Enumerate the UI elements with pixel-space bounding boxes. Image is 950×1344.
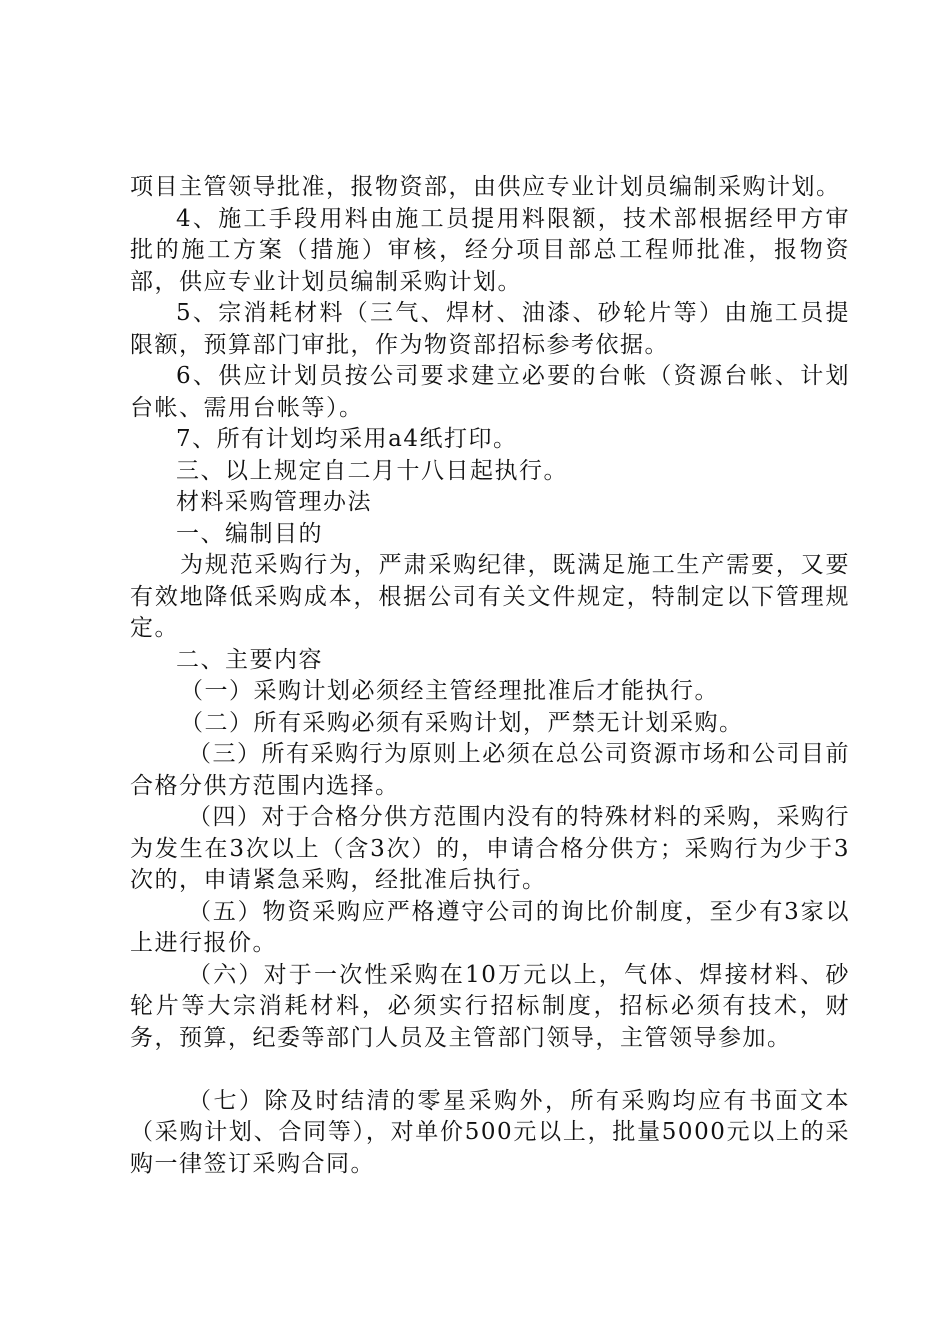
paragraph-clause-4: （四）对于合格分供方范围内没有的特殊材料的采购，采购行为发生在3次以上（含3次）的，申请合格分供方；采购行为少于3次的，申请紧急采购，经批准后执行。: [130, 804, 850, 893]
section-heading-2: 二、主要内容: [176, 646, 323, 673]
paragraph-clause-1: （一）采购计划必须经主管经理批准后才能执行。: [180, 678, 719, 704]
paragraph-spacer: [130, 1054, 850, 1086]
paragraph-clause-6: （六）对于一次性采购在10万元以上，气体、焊接材料、砂轮片等大宗消耗材料，必须实行招标制度，招标必须有技术，财务，预算，纪委等部门人员及主管部门领导，主管领导参加。: [130, 961, 850, 1051]
paragraph-purpose: 为规范采购行为，严肃采购纪律，既满足施工生产需要，又要有效地降低采购成本，根据公司有关文件规定，特制定以下管理规定。: [130, 552, 850, 641]
paragraph-continuation: 项目主管领导批准，报物资部，由供应专业计划员编制采购计划。: [130, 174, 841, 200]
paragraph-clause-2: （二）所有采购必须有采购计划，严禁无计划采购。: [180, 709, 744, 736]
paragraph-item-7: 7、所有计划均采用a4纸打印。: [176, 426, 518, 452]
document-body: [130, 172, 850, 1180]
paragraph-clause-7: （七）除及时结清的零星采购外，所有采购均应有书面文本（采购计划、合同等），对单价500元以上，批量5000元以上的采购一律签订采购合同。: [130, 1087, 850, 1177]
paragraph-section-3: 三、以上规定自二月十八日起执行。: [176, 457, 568, 484]
document-heading: 材料采购管理办法: [176, 489, 372, 515]
paragraph-item-4: 4、施工手段用料由施工员提用料限额，技术部根据经甲方审批的施工方案（措施）审核，经分项目部总工程师批准，报物资部，供应专业计划员编制采购计划。: [130, 205, 850, 295]
paragraph-clause-5: （五）物资采购应严格遵守公司的询比价制度，至少有3家以上进行报价。: [130, 898, 850, 956]
paragraph-item-6: 6、供应计划员按公司要求建立必要的台帐（资源台帐、计划台帐、需用台帐等）。: [130, 363, 850, 421]
paragraph-item-5: 5、宗消耗材料（三气、焊材、油漆、砂轮片等）由施工员提限额，预算部门审批，作为物资部招标参考依据。: [130, 300, 850, 358]
paragraph-clause-3: （三）所有采购行为原则上必须在总公司资源市场和公司目前合格分供方范围内选择。: [130, 741, 850, 799]
section-heading-1: 一、编制目的: [176, 520, 323, 547]
